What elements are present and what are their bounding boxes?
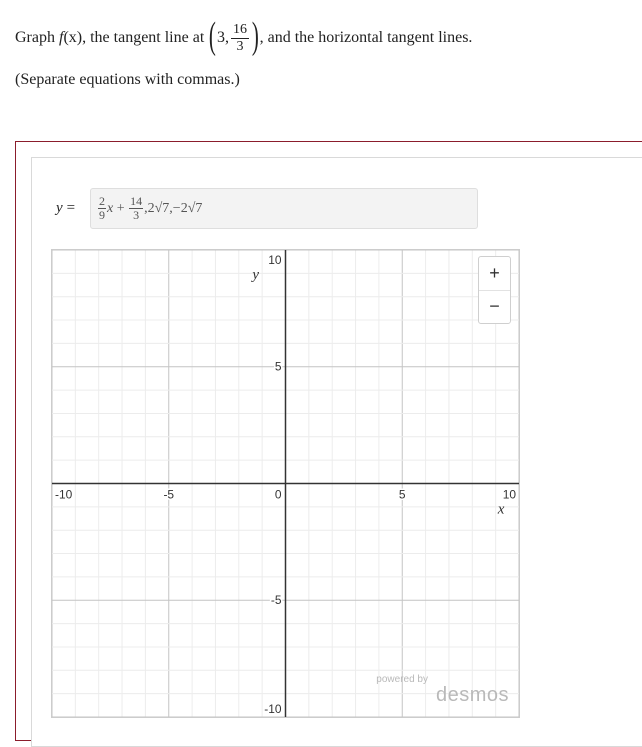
y-tick-label: -10 [264, 702, 282, 717]
x-tick-label: -10 [54, 487, 73, 502]
zoom-in-button[interactable]: + [479, 257, 510, 291]
expression-row [56, 188, 478, 229]
y-axis-label: y [252, 266, 259, 283]
expression-label: y = [56, 200, 76, 216]
y-tick-label: 5 [274, 359, 282, 374]
x-tick-label: -5 [163, 487, 175, 502]
zoom-controls [478, 256, 511, 324]
point-y-denominator: 3 [236, 38, 244, 54]
y-tick-label: -5 [270, 593, 282, 608]
expr-frac2: $\frac{14}{3}$ [130, 194, 143, 222]
expr-frac1: 2 9 [99, 194, 105, 222]
question-text [15, 16, 635, 60]
powered-by-text: powered by [376, 674, 428, 685]
instruction-text: (Separate equations with commas.) [15, 71, 240, 88]
function-name: f [58, 29, 64, 46]
desmos-logo: desmos [436, 684, 510, 706]
y-tick-label: 10 [268, 252, 282, 267]
graph-canvas[interactable] [51, 249, 520, 718]
left-paren: ( [209, 15, 217, 57]
expr-plus: + [116, 200, 125, 216]
function-arg: (x) [63, 29, 83, 46]
question-prefix: Graph [15, 29, 55, 46]
x-tick-label: 5 [398, 487, 406, 502]
point-y-fraction [231, 22, 249, 54]
x-tick-label: 10 [502, 487, 517, 502]
question-suffix: , and the horizontal tangent lines. [259, 29, 473, 46]
question-middle: , the tangent line at [82, 29, 205, 46]
expression-input[interactable] [90, 188, 478, 229]
point-x: 3, [216, 29, 229, 46]
right-paren: ) [251, 15, 259, 57]
origin-label: 0 [274, 487, 282, 502]
zoom-out-button[interactable]: − [489, 296, 500, 317]
x-axis-label: x [497, 501, 505, 518]
expr-rest: ,2√7,−2√7 [144, 200, 203, 216]
point-y-numerator: 16 [232, 22, 247, 38]
expr-x-var: x [107, 200, 114, 216]
